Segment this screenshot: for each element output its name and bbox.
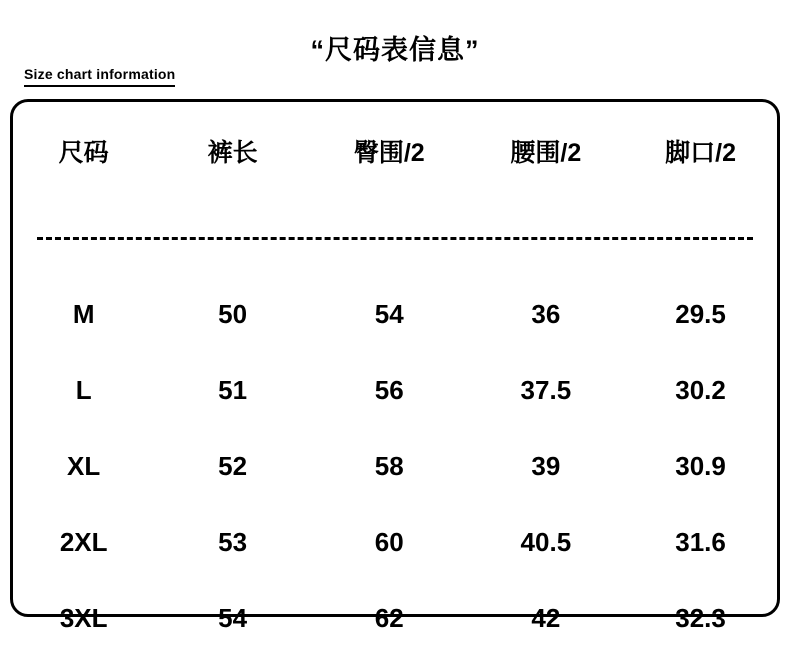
cell-leg-opening: 30.2	[675, 374, 726, 405]
table-row	[13, 428, 777, 504]
cell-hip: 58	[374, 450, 404, 481]
cell-leg-opening: 30.9	[675, 450, 726, 481]
cell-hip: 56	[374, 374, 404, 405]
cell-hip: 62	[374, 602, 404, 633]
cell-size: XL	[67, 450, 101, 481]
cell-leg-opening: 32.3	[675, 602, 726, 633]
cell-waist: 40.5	[520, 526, 572, 557]
cell-size: 2XL	[59, 526, 108, 557]
table-row	[13, 276, 777, 352]
cell-waist: 36	[531, 298, 561, 329]
page-subtitle: Size chart information	[24, 66, 175, 87]
subtitle-container	[24, 66, 175, 87]
column-header-hip: 臀围/2	[353, 139, 425, 167]
size-table-card	[10, 99, 780, 633]
cell-pant-length: 52	[218, 450, 248, 481]
header-divider-row	[13, 200, 777, 276]
page-title: “尺码表信息”	[310, 35, 480, 65]
cell-waist: 39	[531, 450, 561, 481]
header-divider-cell	[13, 200, 777, 276]
cell-pant-length: 53	[218, 526, 248, 557]
cell-leg-opening: 29.5	[675, 298, 726, 329]
cell-pant-length: 51	[218, 374, 248, 405]
table-row	[13, 352, 777, 428]
cell-size: 3XL	[59, 602, 108, 633]
table-header-row	[13, 102, 777, 200]
cell-pant-length: 50	[218, 298, 248, 329]
cell-waist: 37.5	[520, 374, 572, 405]
column-header-leg-opening: 脚口/2	[665, 139, 736, 167]
cell-hip: 54	[374, 298, 404, 329]
table-row	[13, 580, 777, 656]
cell-leg-opening: 31.6	[675, 526, 726, 557]
cell-pant-length: 54	[218, 602, 248, 633]
size-table-container	[13, 102, 777, 633]
cell-hip: 60	[374, 526, 404, 557]
cell-size: L	[75, 374, 92, 405]
column-header-size: 尺码	[58, 139, 109, 167]
column-header-pant-length: 裤长	[207, 139, 258, 167]
column-header-waist: 腰围/2	[510, 139, 582, 167]
table-row	[13, 504, 777, 580]
cell-waist: 42	[531, 602, 561, 633]
size-table	[13, 102, 777, 656]
cell-size: M	[72, 298, 95, 329]
dashed-divider	[37, 237, 753, 240]
